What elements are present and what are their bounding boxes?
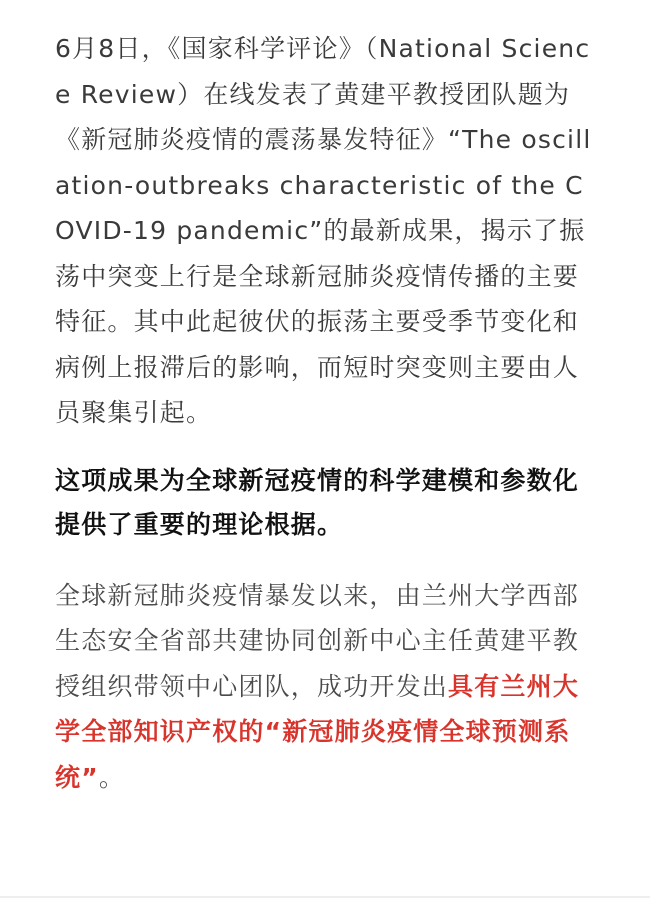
paragraph-bold-summary: 这项成果为全球新冠疫情的科学建模和参数化提供了重要的理论根据。 [55, 465, 580, 539]
paragraph-development [55, 573, 600, 801]
article-body [55, 26, 600, 800]
highlight-text: 具有兰州大学全部知识产权的“新冠肺炎疫情全球预测系统” [55, 671, 580, 792]
paragraph-development-tail: 。 [98, 762, 126, 792]
paragraph-development-lead: 全球新冠肺炎疫情暴发以来，由兰州大学西部生态安全省部共建协同创新中心主任黄建平教授组织带领中心团队，成功开发出 [55, 580, 580, 701]
paragraph-intro: 6月8日，《国家科学评论》（National Science Review）在线发表了黄建平教授团队题为《新冠肺炎疫情的震荡暴发特征》“The oscillation-outbreaks characteristic of the COVID-19 pandemic”的最新成果，揭示了振荡中突变上行是全球新冠肺炎疫情传播的主要特征。其中此起彼伏的振荡主要受季节变化和病例上报滞后的影响，而短时突变则主要由人员聚集引起。 [55, 34, 592, 427]
